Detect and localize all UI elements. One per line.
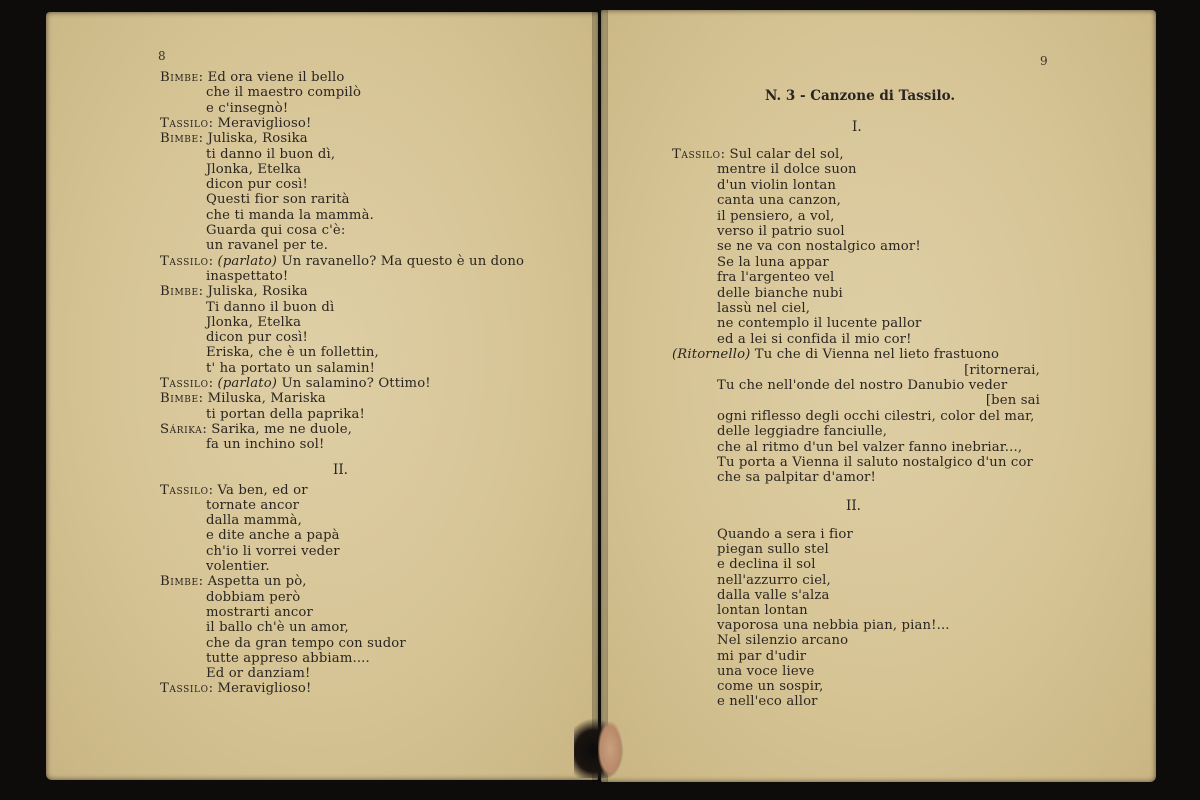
right-page-number: 9 (1040, 54, 1048, 68)
verse-line (206, 513, 302, 528)
verse-line (672, 347, 999, 362)
verse-line (160, 254, 524, 269)
line-text: il ballo ch'è un amor, (206, 620, 349, 636)
line-text: una voce lieve (717, 663, 815, 679)
verse-line (206, 147, 335, 162)
verse-line (206, 361, 375, 376)
speaker-name: Bimbe (160, 70, 199, 85)
verse-line (160, 574, 307, 589)
verse-line (986, 393, 1040, 408)
verse-line (206, 300, 334, 315)
line-text: inaspettato! (206, 268, 289, 284)
line-text: [ben sai (985, 393, 1040, 409)
line-text: Miluska, Mariska (207, 391, 326, 407)
line-text: vaporosa una nebbia pian, pian!... (717, 618, 950, 634)
line-text: verso il patrio suol (717, 224, 845, 239)
speaker-name: Tassilo (160, 115, 209, 131)
verse-line (717, 664, 814, 679)
line-text: dalla mammà, (206, 513, 303, 529)
song-title: N. 3 - Canzone di Tassilo. (765, 88, 956, 104)
verse-line (160, 376, 431, 391)
line-text: [ritornerai, (964, 362, 1040, 378)
line-text: Ti danno il buon dì (206, 299, 335, 315)
verse-line (964, 363, 1040, 378)
verse-line (717, 649, 806, 664)
line-text: Sarika, me ne duole, (211, 421, 353, 437)
speaker-name: Tassilo (160, 681, 209, 697)
line-text: lassù nel ciel, (717, 301, 811, 316)
verse-line (206, 315, 301, 330)
line-text: mostrarti ancor (206, 604, 313, 620)
binding-tear-edge (598, 722, 622, 776)
speaker-separator: : (720, 147, 730, 162)
line-text: lontan lontan (717, 603, 808, 618)
line-text: ed a lei si confida il mio cor! (717, 331, 912, 347)
verse-line (717, 209, 835, 224)
speaker-separator: : (198, 70, 208, 85)
verse-line (717, 455, 1033, 470)
line-text: Tu che di Vienna nel lieto frastuono (750, 347, 1000, 363)
line-text: dobbiam però (206, 589, 301, 605)
verse-line (160, 391, 326, 406)
line-text: Guarda qui cosa c'è: (206, 223, 346, 238)
line-text: tornate ancor (206, 497, 300, 513)
verse-two-number: II. (846, 498, 861, 514)
verse-line (206, 192, 350, 207)
speaker-separator: : (208, 376, 218, 391)
speaker-separator: : (208, 253, 218, 269)
line-text: Ed ora viene il bello (207, 70, 345, 85)
verse-line (717, 378, 1007, 393)
line-text: Jlonka, Etelka (206, 314, 302, 330)
line-text: Ed or danziam! (206, 666, 311, 682)
line-text: ogni riflesso degli occhi cilestri, color del mar, (717, 408, 1035, 424)
verse-line (206, 559, 270, 574)
line-text: fra l'argenteo vel (717, 270, 835, 286)
line-text: e declina il sol (717, 557, 816, 573)
verse-line (717, 633, 848, 648)
verse-line (717, 588, 830, 603)
verse-line (672, 147, 844, 162)
line-text: Questi fior son rarità (206, 192, 350, 208)
line-text: che il maestro compilò (206, 85, 362, 101)
speaker-separator: : (198, 574, 208, 590)
line-text: volentier. (206, 559, 270, 574)
verse-line (206, 636, 406, 651)
verse-line (717, 255, 829, 270)
verse-line (206, 345, 379, 360)
verse-line (206, 330, 308, 345)
line-text: che ti manda la mammà. (206, 207, 374, 223)
verse-line (206, 85, 361, 100)
verse-line (717, 409, 1034, 424)
speaker-name: Tassilo (160, 482, 209, 498)
line-text: mentre il dolce suon (717, 162, 857, 178)
verse-line (206, 208, 374, 223)
book-gutter (592, 10, 608, 782)
line-text: Meraviglioso! (217, 681, 312, 697)
speaker-separator: : (198, 131, 208, 147)
line-text: dalla valle s'alza (717, 587, 830, 603)
line-text: Un ravanello? Ma questo è un dono (277, 253, 525, 269)
line-text: t' ha portato un salamin! (206, 360, 376, 376)
line-text: e dite anche a papà (206, 528, 340, 544)
line-text: tutte appreso abbiam.... (206, 650, 370, 666)
verse-line (206, 407, 365, 422)
line-text: Meraviglioso! (217, 115, 312, 131)
verse-line (717, 224, 845, 239)
verse-line (206, 101, 288, 116)
line-text: dicon pur così! (206, 330, 308, 346)
verse-line (160, 284, 308, 299)
line-text: ti danno il buon dì, (206, 146, 336, 162)
section-number: II. (333, 461, 348, 478)
line-text: Un salamino? Ottimo! (277, 376, 431, 391)
line-text: delle bianche nubi (717, 285, 843, 301)
speaker-name: Tassilo (160, 376, 209, 391)
verse-line (160, 116, 311, 131)
line-text: Juliska, Rosika (207, 284, 308, 300)
verse-line (717, 332, 912, 347)
right-page (601, 10, 1156, 782)
verse-line (206, 605, 313, 620)
line-text: Tu porta a Vienna il saluto nostalgico d'un cor (717, 455, 1034, 470)
verse-line (717, 573, 831, 588)
verse-line (717, 270, 834, 285)
line-text: ti portan della paprika! (206, 406, 365, 422)
line-text: delle leggiadre fanciulle, (717, 424, 888, 440)
line-text: Aspetta un pò, (207, 574, 307, 590)
verse-line (206, 590, 300, 605)
verse-line (717, 470, 876, 485)
line-text: Tu che nell'onde del nostro Danubio veder (717, 378, 1008, 393)
verse-line (206, 223, 345, 238)
line-text: e nell'eco allor (717, 694, 818, 710)
verse-line (206, 177, 308, 192)
verse-line (206, 269, 288, 284)
verse-line (717, 424, 887, 439)
verse-line (206, 544, 340, 559)
line-text: e c'insegnò! (206, 100, 289, 116)
verse-line (717, 178, 836, 193)
verse-line (717, 618, 950, 633)
verse-line (717, 542, 829, 557)
speaker-name: Bimbe (160, 391, 199, 407)
verse-line (717, 316, 922, 331)
line-text: Sul calar del sol, (729, 147, 844, 162)
speaker-separator: : (208, 482, 218, 498)
line-text: ne contemplo il lucente pallor (717, 316, 922, 332)
line-text: Quando a sera i fior (717, 527, 853, 542)
verse-line (160, 70, 345, 85)
verse-line (206, 238, 328, 253)
verse-line (160, 422, 352, 437)
verse-line (206, 528, 340, 543)
verse-line (206, 666, 310, 681)
verse-line (206, 620, 349, 635)
line-text: che da gran tempo con sudor (206, 635, 406, 651)
stage-direction: (parlato) (217, 253, 278, 269)
verse-line (206, 651, 370, 666)
speaker-separator: : (208, 115, 218, 131)
speaker-name: Bimbe (160, 131, 199, 147)
verse-line (717, 694, 818, 709)
line-text: Eriska, che è un follettin, (206, 345, 379, 361)
verse-line (717, 440, 1022, 455)
line-text: Se la luna appar (717, 254, 829, 270)
line-text: che sa palpitar d'amor! (717, 470, 876, 486)
left-page-number: 8 (158, 49, 166, 63)
verse-line (717, 679, 823, 694)
verse-line (717, 239, 921, 254)
line-text: mi par d'udir (717, 648, 807, 664)
verse-line (717, 286, 843, 301)
verse-line (717, 557, 816, 572)
line-text: fa un inchino sol! (206, 437, 325, 453)
verse-line (160, 483, 308, 498)
verse-line (206, 498, 299, 513)
line-text: canta una canzon, (717, 193, 841, 209)
stage-direction: (parlato) (217, 376, 278, 391)
line-text: dicon pur così! (206, 177, 308, 193)
speaker-separator: : (202, 421, 212, 437)
verse-line (717, 193, 841, 208)
verse-line (717, 301, 810, 316)
speaker-name: Bimbe (160, 284, 199, 300)
verse-one-number: I. (852, 119, 862, 135)
speaker-name: Bimbe (160, 574, 199, 590)
verse-line (717, 527, 853, 542)
line-text: Va ben, ed or (217, 482, 308, 498)
speaker-name: Tassilo (672, 147, 721, 162)
line-text: Juliska, Rosika (207, 131, 308, 147)
verse-line (717, 603, 808, 618)
verse-line (160, 681, 311, 696)
verse-line (206, 437, 324, 452)
speaker-name: Sárika (160, 421, 203, 437)
verse-line (206, 162, 301, 177)
line-text: Nel silenzio arcano (717, 633, 849, 649)
line-text: nell'azzurro ciel, (717, 572, 831, 588)
stage-direction: (Ritornello) (672, 347, 751, 363)
line-text: come un sospir, (717, 679, 824, 694)
speaker-separator: : (208, 681, 218, 697)
speaker-separator: : (198, 391, 208, 407)
line-text: Jlonka, Etelka (206, 161, 302, 177)
speaker-name: Tassilo (160, 253, 209, 269)
verse-line (160, 131, 308, 146)
line-text: che al ritmo d'un bel valzer fanno inebriar..., (717, 439, 1023, 455)
speaker-separator: : (198, 284, 208, 300)
verse-line (717, 162, 857, 177)
line-text: un ravanel per te. (206, 238, 329, 254)
line-text: il pensiero, a vol, (717, 208, 835, 224)
line-text: ch'io li vorrei veder (206, 543, 340, 559)
line-text: d'un violin lontan (717, 177, 836, 193)
line-text: piegan sullo stel (717, 542, 829, 558)
line-text: se ne va con nostalgico amor! (717, 239, 921, 255)
